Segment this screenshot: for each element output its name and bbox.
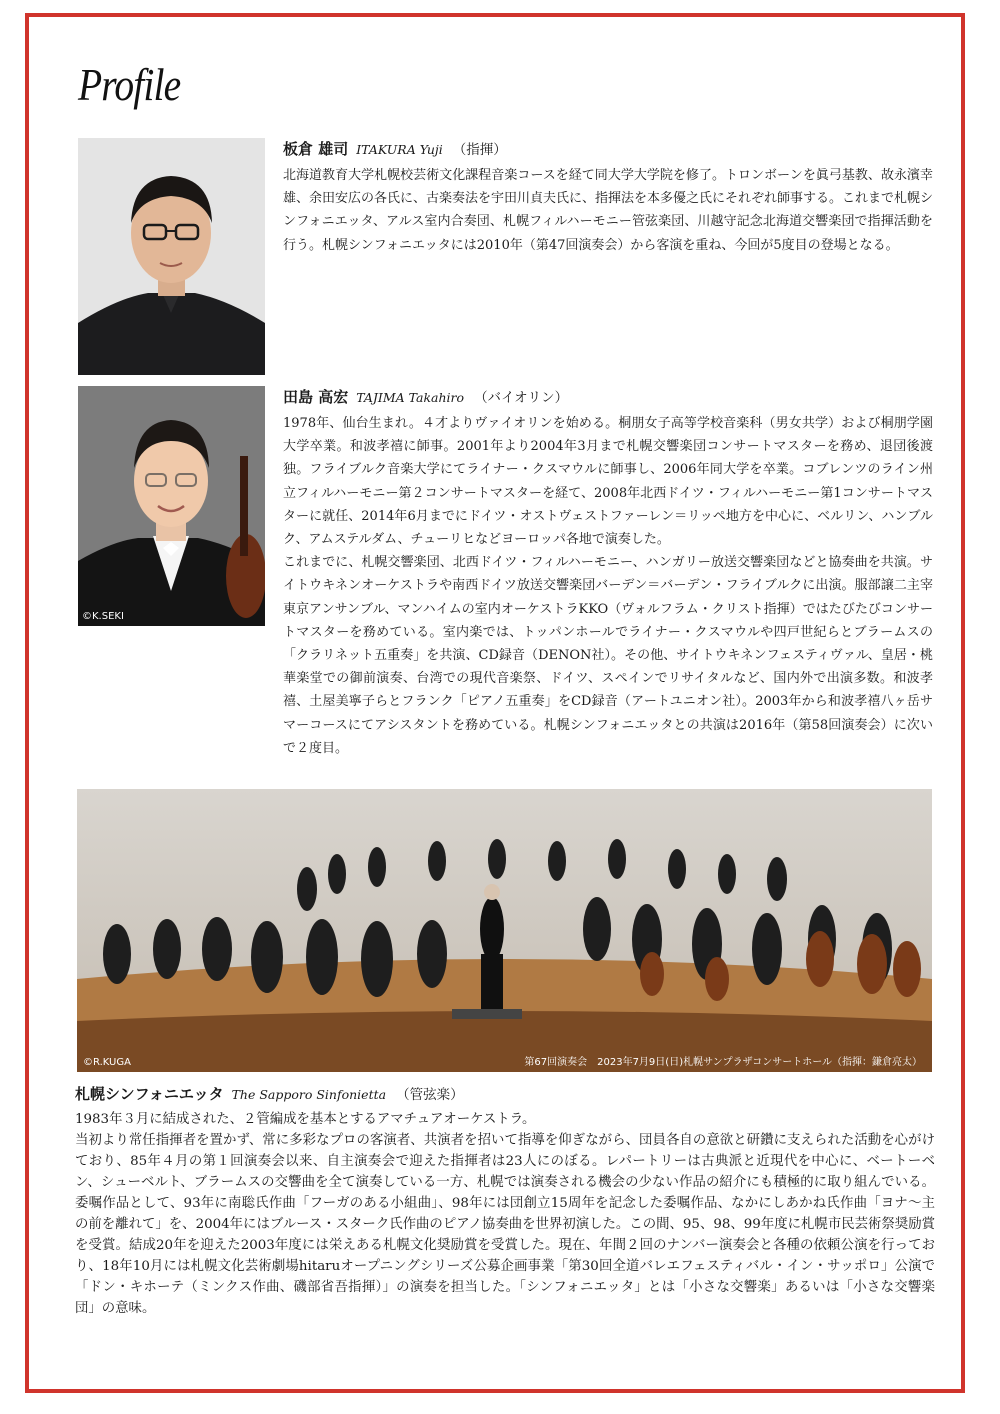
orchestra-photo-caption: 第67回演奏会 2023年7月9日(日)札幌サンプラザコンサートホール（指揮：鎌倉亮太） (524, 1057, 922, 1068)
itakura-role: （指揮） (452, 142, 507, 158)
orchestra-name-line (75, 1083, 935, 1106)
itakura-bio: 北海道教育大学札幌校芸術文化課程音楽コースを経て同大学大学院を修了。トロンボーンを眞弓基教、故永濱幸雄、余田安広の各氏に、古楽奏法を宇田川貞夫氏に、指揮法を本多優之氏にそれぞれ師事する。これまで札幌シンフォニエッタ、アルス室内合奏団、札幌フィルハーモニー管弦楽団、川越守記念北海道交響楽団で指揮活動を行う。札幌シンフォニエッタには2010年（第47回演奏会）から客演を重ね、今回が5度目の登場となる。 (283, 168, 934, 253)
profile-name-line (283, 138, 933, 161)
itakura-name-jp: 板倉 雄司 (283, 140, 349, 158)
page-title: Profile (78, 59, 181, 110)
orchestra-name-jp: 札幌シンフォニエッタ (75, 1085, 224, 1103)
tajima-photo-credit: ©K.SEKI (82, 611, 124, 622)
profile-name-line (283, 386, 933, 409)
orchestra-name-en: The Sapporo Sinfonietta (231, 1087, 387, 1102)
tajima-role: （バイオリン） (474, 390, 569, 406)
orchestra-role: （管弦楽） (396, 1087, 464, 1103)
orchestra-body: 当初より常任指揮者を置かず、常に多彩なプロの客演者、共演者を招いて指導を仰ぎながら、団員各自の意欲と研鑽に支えられた活動を心がけており、85年４月の第１回演奏会以来、自主演奏会で迎えた指揮者は23人にのぼる。レパートリーは古典派と近現代を中心に、ベートーベン、シューベルト、ブラームスの交響曲を全て演奏している一方、札幌では演奏される機会の少ない作品の紹介にも積極的に取り組んでいる。委嘱作品として、93年に南聡氏作曲「フーガのある小組曲」、98年には団創立15周年を記念した委嘱作品、なかにしあかね氏作曲「ヨナ〜主の前を離れて」を、2004年にはブルース・スターク氏作曲のピアノ協奏曲を世界初演した。この間、95、98、99年度に札幌市民芸術祭奨励賞を受賞。結成20年を迎えた2003年度には栄えある札幌文化奨励賞を受賞した。現在、年間２回のナンバー演奏会と各種の依頼公演を行っており、18年10月には札幌文化芸術劇場hitaruオープニングシリーズ公募企画事業「第30回全道バレエフェスティバル・イン・サッポロ」公演で「ドン・キホーテ（ミンクス作曲、磯部省吾指揮）」の演奏を担当した。「シンフォニエッタ」とは「小さな交響楽」あるいは「小さな交響楽団」の意味。 (75, 1133, 935, 1316)
itakura-portrait (78, 138, 265, 375)
tajima-bio: 1978年、仙台生まれ。４才よりヴァイオリンを始める。桐朋女子高等学校音楽科（男女共学）および桐朋学園大学卒業。和波孝禧に師事。2001年より2004年3月まで札幌交響楽団コンサートマスターを務め、退団後渡独。フライブルク音楽大学にてライナー・クスマウルに師事し、2006年同大学を卒業。コブレンツのライン州立フィルハーモニー第２コンサートマスターを経て、2008年北西ドイツ・フィルハーモニー第1コンサートマスターに就任、2014年6月までにドイツ・オストヴェストファーレン＝リッペ地方を中心に、ベルリン、ハンブルク、アムステルダム、チューリヒなどヨーロッパ各地で演奏した。 (283, 416, 933, 548)
tajima-name-jp: 田島 高宏 (283, 388, 349, 406)
orchestra-intro: 1983年３月に結成された、２管編成を基本とするアマチュアオーケストラ。 (75, 1112, 536, 1127)
itakura-profile (283, 138, 933, 257)
tajima-portrait (78, 386, 265, 626)
tajima-bio-continued: これまでに、札幌交響楽団、北西ドイツ・フィルハーモニー、ハンガリー放送交響楽団などと協奏曲を共演。サイトウキネンオーケストラや南西ドイツ放送交響楽団バーデン＝バーデン・フライブルクに出演。服部譲二主宰東京アンサンブル、マンハイムの室内オーケストラKKO（ヴォルフラム・クリスト指揮）ではたびたびコンサートマスターを務めている。室内楽では、トッパンホールでライナー・クスマウルや四戸世紀らとブラームスの「クラリネット五重奏」を共演、CD録音（DENON社）。その他、サイトウキネンフェスティヴァル、皇居・桃華楽堂での御前演奏、台湾での現代音楽祭、ドイツ、スペインでリサイタルなど、国内外で出演多数。和波孝禧、土屋美寧子らとフランク「ピアノ五重奏」をCD録音（アートユニオン社）。2003年から和波孝禧八ヶ岳サマーコースにてアシスタントを務めている。札幌シンフォニエッタとの共演は2016年（第58回演奏会）に次いで２度目。 (283, 555, 933, 756)
orchestra-photo-credit: ©R.KUGA (83, 1057, 131, 1068)
orchestra-profile (75, 1083, 935, 1319)
tajima-profile (283, 386, 933, 760)
orchestra-photo (77, 789, 932, 1072)
tajima-name-en: TAJIMA Takahiro (356, 390, 465, 405)
itakura-name-en: ITAKURA Yuji (356, 142, 443, 157)
